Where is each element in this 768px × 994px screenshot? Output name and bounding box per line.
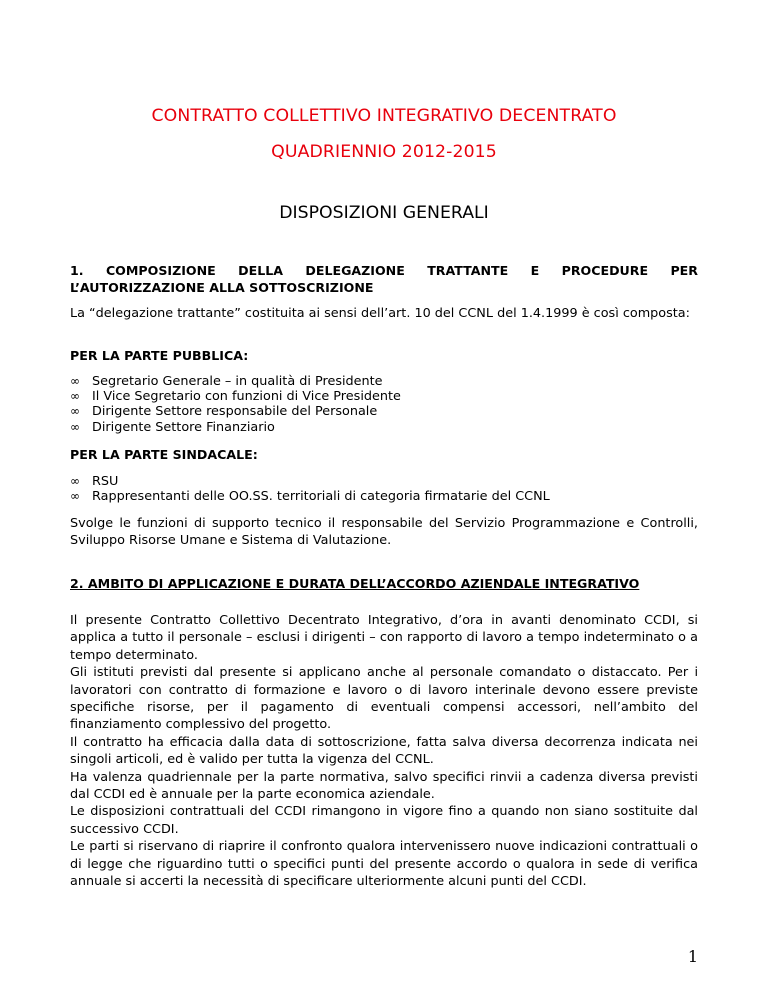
bullet-icon: ∞ <box>70 474 80 488</box>
public-party-list <box>70 374 698 435</box>
article-1-heading <box>70 262 698 296</box>
list-item: ∞ Il Vice Segretario con funzioni di Vice Presidente <box>70 389 401 405</box>
heading-word: 1. <box>70 263 84 278</box>
list-item: ∞ RSU <box>70 474 119 489</box>
paragraph: Gli istituti previsti dal presente si applicano anche al personale comandato o distaccato. Per i lavoratori con contratto di formazione e lavoro o di lavoro interinale devono essere previste specifiche risorse, per il pagamento di eventuali compensi accessori, nell’ambito del finanziamento complessivo del progetto. <box>70 665 698 733</box>
bullet-icon: ∞ <box>70 389 80 404</box>
union-party-label: PER LA PARTE SINDACALE: <box>70 447 258 462</box>
article-1-heading-line-2: L’AUTORIZZAZIONE ALLA SOTTOSCRIZIONE <box>70 280 374 295</box>
heading-word: DELLA <box>238 263 284 278</box>
paragraph: Ha valenza quadriennale per la parte normativa, salvo specifici rinvii a cadenza diversa previsti dal CCDI ed è annuale per la parte economica aziendale. <box>70 769 698 803</box>
bullet-icon: ∞ <box>70 374 80 388</box>
heading-word: PROCEDURE <box>561 263 649 278</box>
list-item: ∞ Segretario Generale – in qualità di Presidente <box>70 374 383 389</box>
heading-word: DELEGAZIONE <box>305 263 405 278</box>
heading-word: E <box>530 263 540 278</box>
bullet-icon: ∞ <box>70 419 80 434</box>
article-2-heading: 2. AMBITO DI APPLICAZIONE E DURATA DELL’ACCORDO AZIENDALE INTEGRATIVO <box>70 576 640 591</box>
document-title: CONTRATTO COLLETTIVO INTEGRATIVO DECENTRATO <box>151 106 617 126</box>
paragraph: Il presente Contratto Collettivo Decentrato Integrativo, d’ora in avanti denominato CCDI, si applica a tutto il personale – esclusi i dirigenti – con rapporto di lavoro a tempo indeterminato o a tempo determinato. <box>70 613 698 663</box>
page-number: 1 <box>687 947 698 966</box>
section-title: DISPOSIZIONI GENERALI <box>279 203 489 223</box>
bullet-icon: ∞ <box>70 404 80 419</box>
paragraph: Le disposizioni contrattuali del CCDI rimangono in vigore fino a quando non siano sostituite dal successivo CCDI. <box>70 804 698 837</box>
paragraph: Il contratto ha efficacia dalla data di sottoscrizione, fatta salva diversa decorrenza indicata nei singoli articoli, ed è valido per tutta la vigenza del CCNL. <box>70 734 698 768</box>
paragraph: Le parti si riservano di riaprire il confronto qualora intervenissero nuove indicazioni contrattuali o di legge che riguardino tutti o specifici punti del presente accordo o qualora in sede di verifica annuale si accerti la necessità di specificare ulteriormente alcuni punti del CCDI. <box>70 839 698 890</box>
list-item: ∞ Rappresentanti delle OO.SS. territoriali di categoria firmatarie del CCNL <box>70 489 550 505</box>
list-item: ∞ Dirigente Settore Finanziario <box>70 419 275 435</box>
public-party-label: PER LA PARTE PUBBLICA: <box>70 348 249 363</box>
list-item: ∞ Dirigente Settore responsabile del Personale <box>70 404 378 420</box>
union-party-list <box>70 474 698 504</box>
bullet-icon: ∞ <box>70 489 80 504</box>
delegation-intro: La “delegazione trattante” costituita ai sensi dell’art. 10 del CCNL del 1.4.1999 è così composta: <box>70 306 690 321</box>
heading-word: COMPOSIZIONE <box>105 263 216 278</box>
article-1-heading-line-1 <box>70 262 698 279</box>
document-subtitle: QUADRIENNIO 2012-2015 <box>271 142 497 162</box>
technical-support-paragraph: Svolge le funzioni di supporto tecnico il responsabile del Servizio Programmazione e Controlli, Sviluppo Risorse Umane e Sistema di Valutazione. <box>70 516 698 549</box>
article-2-body <box>70 612 698 891</box>
heading-word: TRATTANTE <box>427 263 509 278</box>
heading-word: PER <box>670 263 698 278</box>
